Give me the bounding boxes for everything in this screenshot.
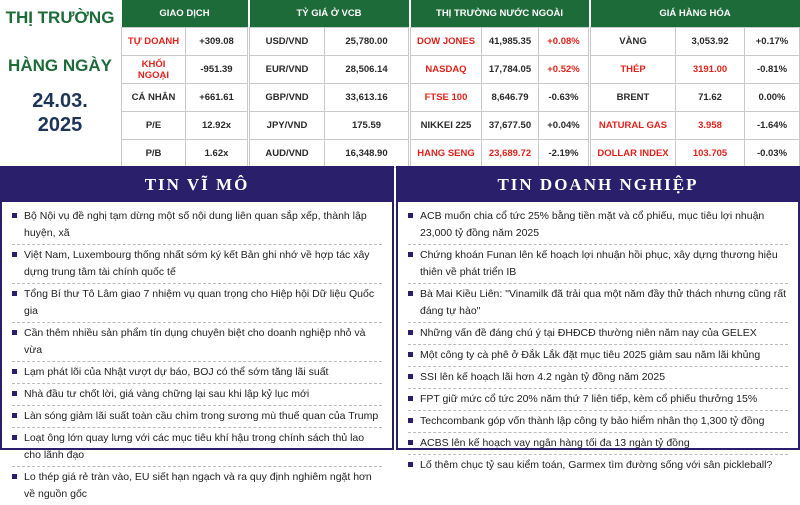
foreign-markets-table	[410, 0, 589, 168]
commodity-value: 3191.00	[676, 56, 745, 84]
trading-header: GIAO DỊCH	[122, 0, 248, 28]
fx-rate: 33,613.16	[325, 84, 409, 112]
business-news-list	[398, 202, 798, 476]
macro-news-item[interactable]: Tổng Bí thư Tô Lâm giao 7 nhiệm vụ quan trọng cho Hiệp hội Dữ liệu Quốc gia	[12, 286, 382, 323]
commodity-name: NATURAL GAS	[591, 112, 676, 140]
foreign-index-change: -0.63%	[539, 84, 589, 112]
business-news-item[interactable]: Chứng khoán Funan lên kế hoạch lợi nhuận hồi phục, xây dựng thương hiệu thiên về phát triển IB	[408, 247, 788, 284]
macro-news-list	[2, 202, 392, 505]
foreign-index-value: 17,784.05	[482, 56, 539, 84]
macro-news-item[interactable]: Cần thêm nhiều sản phẩm tín dụng chuyên biệt cho doanh nghiệp nhỏ và vừa	[12, 325, 382, 362]
macro-news-item[interactable]: Việt Nam, Luxembourg thống nhất sớm ký kết Bản ghi nhớ về hợp tác xây dựng trung tâm tài chính quốc tế	[12, 247, 382, 284]
trading-value: 12.92x	[186, 112, 248, 140]
trading-label: TỰ DOANH	[122, 28, 186, 56]
business-news-panel	[396, 166, 800, 471]
business-news-item[interactable]: ACBS lên kế hoạch vay ngân hàng tối đa 13 ngàn tỷ đồng	[408, 435, 788, 455]
macro-news-item[interactable]: Loạt ông lớn quay lưng với các mục tiêu khí hậu trong chính sách thủ lao cho lãnh đạo	[12, 430, 382, 467]
title-line-2: HÀNG NGÀY	[8, 56, 112, 75]
commodity-name: VÀNG	[591, 28, 676, 56]
fx-pair: USD/VND	[250, 28, 325, 56]
business-news-item[interactable]: Lố thêm chục tỷ sau kiểm toán, Garmex tìm đường sống với sân pickleball?	[408, 457, 788, 476]
report-date-year: 2025	[37, 114, 83, 136]
fx-rate: 175.59	[325, 112, 409, 140]
fx-pair: GBP/VND	[250, 84, 325, 112]
fx-table	[249, 0, 409, 168]
commodities-table	[590, 0, 800, 168]
commodity-name: BRENT	[591, 84, 676, 112]
fx-header: TỶ GIÁ Ở VCB	[250, 0, 409, 28]
business-news-title: TIN DOANH NGHIỆP	[398, 168, 798, 202]
foreign-index-change: +0.08%	[539, 28, 589, 56]
trading-value: -951.39	[186, 56, 248, 84]
macro-news-item[interactable]: Nhà đầu tư chốt lời, giá vàng chững lại sau khi lập kỷ lục mới	[12, 386, 382, 406]
foreign-index-change: -2.19%	[539, 140, 589, 168]
business-news-item[interactable]: Những vấn đề đáng chú ý tại ĐHĐCĐ thường niên năm nay của GELEX	[408, 325, 788, 345]
foreign-index-name: FTSE 100	[411, 84, 482, 112]
macro-news-panel	[0, 166, 394, 500]
fx-pair: JPY/VND	[250, 112, 325, 140]
commodity-change: +0.17%	[745, 28, 800, 56]
macro-news-item[interactable]: Lạm phát lõi của Nhật vượt dự báo, BOJ có thể sớm tăng lãi suất	[12, 364, 382, 384]
business-news-item[interactable]: Một công ty cà phê ở Đắk Lắk đặt mục tiêu 2025 giảm sau năm lãi khủng	[408, 347, 788, 367]
business-news-item[interactable]: Bà Mai Kiều Liên: "Vinamilk đã trải qua một năm đầy thử thách nhưng cũng rất đáng tự hào"	[408, 286, 788, 323]
commodity-value: 3,053.92	[676, 28, 745, 56]
foreign-index-name: NIKKEI 225	[411, 112, 482, 140]
foreign-index-value: 41,985.35	[482, 28, 539, 56]
business-news-item[interactable]: Techcombank góp vốn thành lập công ty bảo hiểm nhân thọ 1,300 tỷ đồng	[408, 413, 788, 433]
macro-news-item[interactable]: Làn sóng giảm lãi suất toàn cầu chìm trong sương mù thuế quan của Trump	[12, 408, 382, 428]
trading-label: P/E	[122, 112, 186, 140]
trading-value: +661.61	[186, 84, 248, 112]
commodity-value: 3.958	[676, 112, 745, 140]
trading-table	[121, 0, 248, 168]
report-date-day: 24.03.	[32, 90, 88, 112]
foreign-header: THỊ TRƯỜNG NƯỚC NGOÀI	[411, 0, 589, 28]
commodity-value: 103.705	[676, 140, 745, 168]
foreign-index-value: 8,646.79	[482, 84, 539, 112]
fx-rate: 28,506.14	[325, 56, 409, 84]
trading-label: P/B	[122, 140, 186, 168]
fx-pair: AUD/VND	[250, 140, 325, 168]
macro-news-item[interactable]: Bộ Nội vụ đề nghị tạm dừng một số nội dung liên quan sắp xếp, thành lập huyện, xã	[12, 208, 382, 245]
trading-value: 1.62x	[186, 140, 248, 168]
business-news-item[interactable]: SSI lên kế hoạch lãi hơn 4.2 ngàn tỷ đồng năm 2025	[408, 369, 788, 389]
report-title-block	[0, 0, 120, 166]
trading-value: +309.08	[186, 28, 248, 56]
commodity-change: -0.03%	[745, 140, 800, 168]
commodity-change: -0.81%	[745, 56, 800, 84]
macro-news-item[interactable]: Lo thép giá rẻ tràn vào, EU siết hạn ngạch và ra quy định nghiêm ngặt hơn về nguồn gốc	[12, 469, 382, 505]
fx-rate: 16,348.90	[325, 140, 409, 168]
foreign-index-change: +0.04%	[539, 112, 589, 140]
foreign-index-name: NASDAQ	[411, 56, 482, 84]
business-news-item[interactable]: FPT giữ mức cổ tức 20% năm thứ 7 liên tiếp, kèm cổ phiếu thưởng 15%	[408, 391, 788, 411]
macro-news-title: TIN VĨ MÔ	[2, 168, 392, 202]
foreign-index-value: 37,677.50	[482, 112, 539, 140]
title-line-1: THỊ TRƯỜNG	[5, 8, 115, 27]
trading-label: KHỐI NGOẠI	[122, 56, 186, 84]
commodity-name: DOLLAR INDEX	[591, 140, 676, 168]
commodity-change: 0.00%	[745, 84, 800, 112]
trading-label: CÁ NHÂN	[122, 84, 186, 112]
commodity-name: THÉP	[591, 56, 676, 84]
commodity-value: 71.62	[676, 84, 745, 112]
commodities-header: GIÁ HÀNG HÓA	[591, 0, 800, 28]
foreign-index-name: DOW JONES	[411, 28, 482, 56]
foreign-index-value: 23,689.72	[482, 140, 539, 168]
commodity-change: -1.64%	[745, 112, 800, 140]
business-news-item[interactable]: ACB muốn chia cổ tức 25% bằng tiền mặt và cổ phiếu, mục tiêu lợi nhuận 23,000 tỷ đồng năm 2025	[408, 208, 788, 245]
fx-rate: 25,780.00	[325, 28, 409, 56]
foreign-index-name: HANG SENG	[411, 140, 482, 168]
foreign-index-change: +0.52%	[539, 56, 589, 84]
fx-pair: EUR/VND	[250, 56, 325, 84]
